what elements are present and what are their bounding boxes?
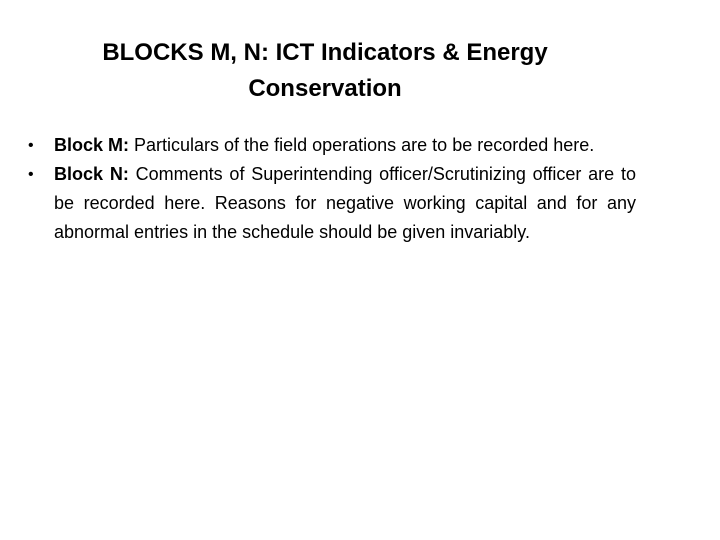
bullet-block-m (28, 131, 636, 160)
bullet-marker: • (28, 166, 34, 183)
slide-title (40, 35, 610, 107)
bullet-marker: • (28, 137, 34, 154)
bullet-list (28, 131, 636, 247)
title-line-2: Conservation (248, 75, 402, 102)
bullet-term: Block N: (54, 164, 136, 184)
bullet-text: Particulars of the field operations are to be recorded here. (134, 135, 595, 155)
bullet-term: Block M: (54, 135, 135, 155)
title-line-1: BLOCKS M, N: ICT Indicators & Energy (102, 39, 548, 66)
bullet-text: Comments of Superintending officer/Scrutinizing officer are to be recorded here. Reasons for negative working capital and for any abnormal entries in the schedule should be given invariably. (54, 164, 636, 242)
bullet-block-n (28, 160, 636, 247)
